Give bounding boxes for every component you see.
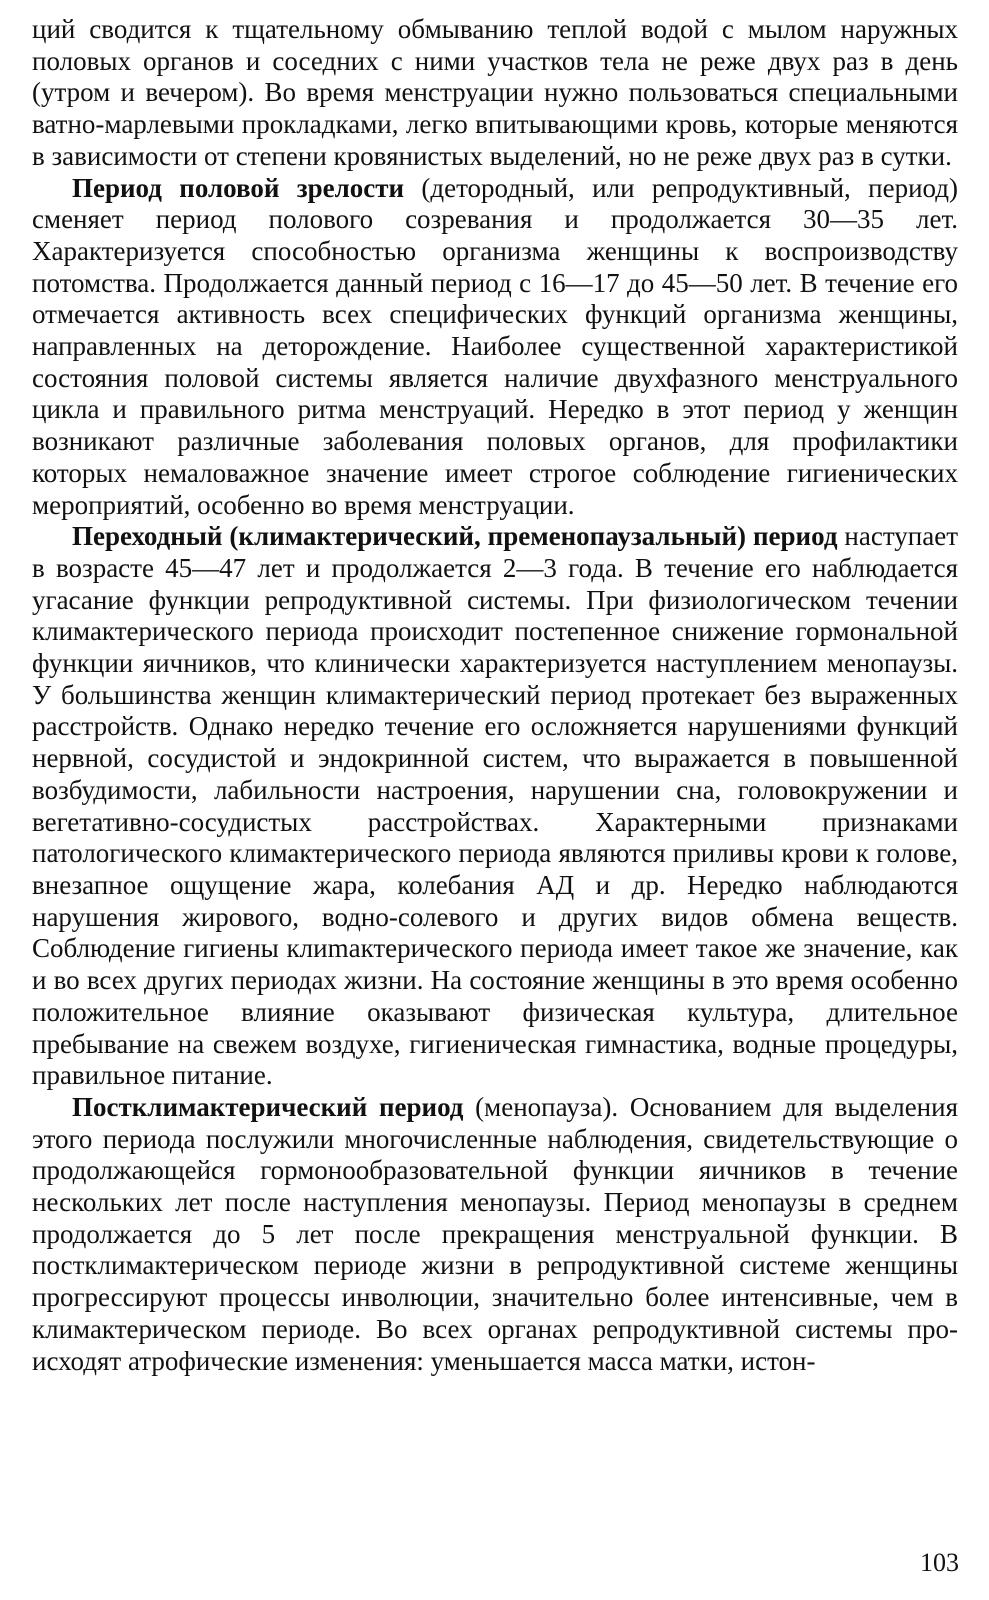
page-body <box>32 14 958 1377</box>
paragraph-hygiene-continuation <box>32 14 958 173</box>
paragraph-climacteric-period <box>32 521 958 1092</box>
term-heading: Постклимактерический период <box>72 1091 464 1122</box>
paragraph-text: (детородный, или репродуктивный, период) сменяет период полового созревания и продолжается 30—35 лет. Характеризуется способностью организма женщины к воспроизводству потомства. Продолжается данный период с 16—17 до 45—50 лет. В течение его отмечается активность всех специфических функций организма женщины, направленных на деторождение. Наиболее существенной характеристикой состояния половой системы является наличие двухфазного менструального цикла и правильного ритма менструаций. Нередко в этот период у женщин возникают различные заболевания половых органов, для профилактики которых немаловажное значение имеет строгое соблюдение гигиенических мероприятий, особенно во время менструации. <box>32 172 958 520</box>
paragraph-postclimacteric-period <box>32 1092 958 1377</box>
term-heading: Переходный (климактерический, пременопаузальный) период <box>72 521 838 552</box>
term-heading: Период половой зрелости <box>72 172 405 203</box>
paragraph-text: ций сводится к тщательному обмыванию теплой водой с мылом наружных половых органов и соседних с ними участков тела не реже двух раз в день (утром и вечером). Во время менструации нужно пользоваться специальными ватно-марлевыми прокладками, легко впитывающими кровь, которые меняются в зависимости от степени кровянистых выделений, но не реже двух раз в сутки. <box>32 14 958 171</box>
paragraph-maturity-period <box>32 173 958 522</box>
page-number: 103 <box>920 1548 959 1577</box>
paragraph-text: (менопауза). Основанием для выделения этого периода послужили многочисленные наблюдения, свидетельствующие о продолжающейся гормонообразовательной функции яичников в течение нескольких лет после наступления менопаузы. Период менопаузы в среднем продолжается до 5 лет после прекращения менструальной функции. В постклимактерическом периоде жизни в репродуктивной системе женщины прогрессируют процессы инволюции, значительно более интенсивные, чем в климактерическом периоде. Во всех органах репродуктивной системы происходят атрофические изменения: уменьшается масса матки, истон- <box>32 1091 959 1376</box>
paragraph-text: наступает в возрасте 45—47 лет и продолжается 2—3 года. В течение его наблюдается угасание функции репродуктивной системы. При физиологическом течении климактерического периода происходит постепенное снижение гормональной функции яичников, что клинически характеризуется наступлением менопаузы. У большинства женщин климактерический период протекает без выраженных расстройств. Однако нередко течение его осложняется нарушениями функций нервной, сосудистой и эндокринной систем, что выражается в повышенной возбудимости, лабильности настроения, нарушении сна, головокружении и вегетативно-сосудистых расстройствах. Характерными признаками патологического климактерического периода являются приливы крови к голове, внезапное ощущение жара, колебания АД и др. Нередко наблюдаются нарушения жирового, водно-солевого и других видов обмена веществ. Соблюдение гигиены клиmактерического периода имеет такое же значение, как и во всех других периодах жизни. На состояние женщины в это время особенно положительное влияние оказывают физическая культура, длительное пребывание на свежем воздухе, гигиеническая гимнастика, водные процедуры, правильное питание. <box>32 521 959 1091</box>
